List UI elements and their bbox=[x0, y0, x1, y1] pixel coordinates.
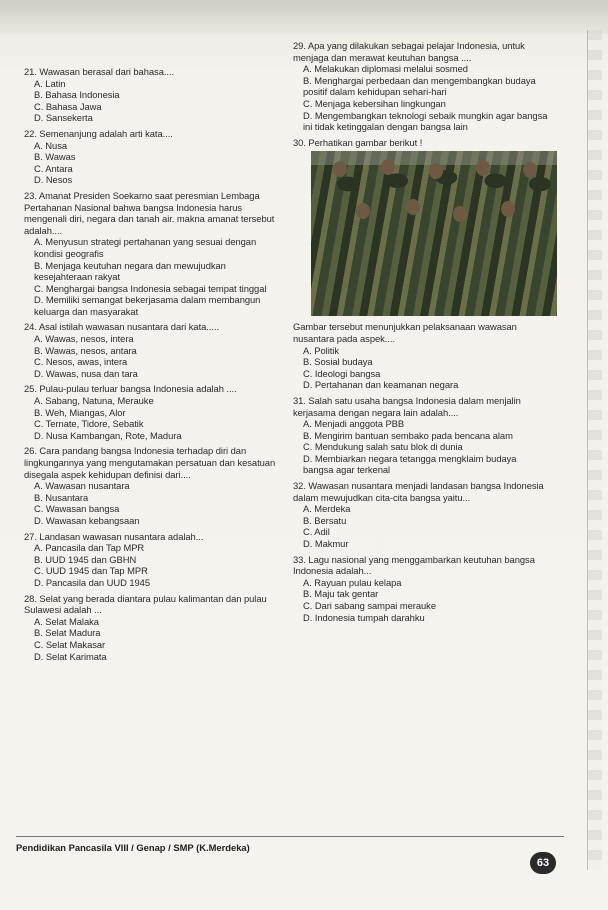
option-d: D. Nesos bbox=[34, 174, 73, 186]
option-b: B. Nusantara bbox=[34, 491, 89, 503]
option-a: A. Rayuan pulau kelapa bbox=[303, 576, 402, 588]
option-a: A. Politik bbox=[303, 344, 339, 356]
question-23 bbox=[24, 190, 279, 318]
option-b: B. Selat Madura bbox=[34, 627, 101, 639]
option-a: A. Nusa bbox=[34, 139, 67, 151]
option-d: D. Makmur bbox=[303, 538, 349, 550]
option-b: B. Sosial budaya bbox=[303, 356, 373, 368]
option-b: B. Bersatu bbox=[303, 514, 347, 526]
question-text: 25. Pulau-pulau terluar bangsa Indonesia adalah .... bbox=[24, 383, 237, 395]
binding-edge bbox=[587, 30, 602, 870]
question-text: 33. Lagu nasional yang menggambarkan keutuhan bangsa Indonesia adalah... bbox=[293, 553, 535, 577]
option-d: D. Pancasila dan UUD 1945 bbox=[34, 576, 151, 588]
option-c: C. Adil bbox=[303, 526, 330, 538]
question-text: 22. Semenanjung adalah arti kata.... bbox=[24, 127, 173, 139]
question-text: 29. Apa yang dilakukan sebagai pelajar Indonesia, untuk menjaga dan merawat keutuhan bangsa .... bbox=[293, 40, 525, 63]
question-28 bbox=[24, 593, 279, 663]
option-c: C. Menjaga kebersihan lingkungan bbox=[303, 97, 446, 109]
question-text: 21. Wawasan berasal dari bahasa.... bbox=[24, 66, 175, 77]
option-b: B. Mengirim bantuan sembako pada bencana alam bbox=[303, 429, 513, 441]
option-d: D. Indonesia tumpah darahku bbox=[303, 611, 425, 623]
option-a: A. Melakukan diplomasi melalui sosmed bbox=[303, 63, 468, 75]
option-b: B. Wawas bbox=[34, 151, 76, 163]
page-top-edge bbox=[0, 0, 608, 34]
option-d: D. Memiliki semangat bekerjasama dalam membangun keluarga dan masyarakat bbox=[34, 294, 261, 317]
option-d: D. Membiarkan negara tetangga mengklaim budaya bangsa agar terkenal bbox=[303, 452, 517, 476]
option-b: B. Wawas, nesos, antara bbox=[34, 344, 137, 356]
question-text: 28. Selat yang berada diantara pulau kalimantan dan pulau Sulawesi adalah ... bbox=[24, 592, 267, 616]
left-column bbox=[24, 66, 279, 663]
option-c: C. Antara bbox=[34, 162, 73, 174]
option-c: C. Menghargai bangsa Indonesia sebagai tempat tinggal bbox=[34, 282, 267, 294]
option-b: B. Weh, Miangas, Alor bbox=[34, 406, 126, 418]
question-text: 30. Perhatikan gambar berikut ! bbox=[293, 136, 423, 148]
question-29 bbox=[293, 40, 548, 133]
question-32 bbox=[293, 480, 548, 550]
question-21 bbox=[24, 66, 279, 124]
footer-divider bbox=[16, 836, 564, 837]
question-24 bbox=[24, 321, 279, 379]
option-a: A. Menyusun strategi pertahanan yang sesuai dengan kondisi geografis bbox=[34, 236, 257, 259]
option-c: C. Nesos, awas, intera bbox=[34, 356, 128, 368]
option-d: D. Wawasan kebangsaan bbox=[34, 514, 140, 526]
question-followup: Gambar tersebut menunjukkan pelaksanaan wawasan nusantara pada aspek.... bbox=[293, 321, 517, 344]
right-column bbox=[293, 40, 548, 624]
soldiers-photo bbox=[311, 151, 557, 316]
option-d: D. Wawas, nusa dan tara bbox=[34, 367, 138, 379]
option-a: A. Merdeka bbox=[303, 503, 351, 515]
question-text: 31. Salah satu usaha bangsa Indonesia dalam menjalin kerjasama dengan negara lain adalah.... bbox=[293, 394, 521, 418]
option-d: D. Nusa Kambangan, Rote, Madura bbox=[34, 429, 182, 441]
option-b: B. Menghargai perbedaan dan mengembangkan budaya positif dalam kehidupan sehari-hari bbox=[303, 74, 536, 98]
question-27 bbox=[24, 531, 279, 589]
question-text: 26. Cara pandang bangsa Indonesia terhadap diri dan lingkungannya yang mengutamakan persatuan dan kesatuan disegala aspek kehidupan definisi dari.... bbox=[24, 445, 276, 480]
option-b: B. Menjaga keutuhan negara dan mewujudkan kesejahteraan rakyat bbox=[34, 259, 226, 283]
option-c: C. Dari sabang sampai merauke bbox=[303, 600, 436, 611]
option-a: A. Sabang, Natuna, Merauke bbox=[34, 395, 154, 407]
page-number: 63 bbox=[530, 852, 556, 874]
option-c: C. UUD 1945 dan Tap MPR bbox=[34, 565, 148, 577]
question-text: 23. Amanat Presiden Soekarno saat peresmian Lembaga Pertahanan Nasional bahwa bangsa Indonesia harus mengenali diri, negara dan tanah air. makna amanat tersebut adalah.... bbox=[24, 189, 275, 236]
question-26 bbox=[24, 445, 279, 526]
option-a: A. Menjadi anggota PBB bbox=[303, 418, 405, 430]
question-25 bbox=[24, 383, 279, 441]
option-c: C. Mendukung salah satu blok di dunia bbox=[303, 441, 463, 453]
question-text: 32. Wawasan nusantara menjadi landasan bangsa Indonesia dalam mewujudkan cita-cita bangsa yaitu... bbox=[293, 480, 544, 503]
option-d: D. Sansekerta bbox=[34, 112, 93, 124]
option-c: C. Ideologi bangsa bbox=[303, 367, 381, 379]
question-31 bbox=[293, 395, 548, 476]
option-a: A. Latin bbox=[34, 77, 66, 89]
option-d: D. Selat Karimata bbox=[34, 650, 107, 662]
option-a: A. Wawas, nesos, intera bbox=[34, 333, 134, 345]
option-c: C. Selat Makasar bbox=[34, 638, 106, 650]
question-22 bbox=[24, 128, 279, 186]
question-text: 27. Landasan wawasan nusantara adalah... bbox=[24, 530, 204, 542]
option-a: A. Pancasila dan Tap MPR bbox=[34, 542, 145, 554]
option-d: D. Pertahanan dan keamanan negara bbox=[303, 379, 459, 391]
option-d: D. Mengembangkan teknologi sebaik mungkin agar bangsa ini tidak ketinggalan dengan bangsa lain bbox=[303, 109, 548, 133]
option-b: B. Maju tak gentar bbox=[303, 588, 379, 600]
question-33 bbox=[293, 554, 548, 624]
option-a: A. Selat Malaka bbox=[34, 615, 99, 627]
option-c: C. Wawasan bangsa bbox=[34, 503, 120, 515]
option-a: A. Wawasan nusantara bbox=[34, 480, 130, 492]
question-text: 24. Asal istilah wawasan nusantara dari kata..... bbox=[24, 321, 220, 333]
option-c: C. Bahasa Jawa bbox=[34, 100, 102, 112]
option-b: B. UUD 1945 dan GBHN bbox=[34, 553, 137, 565]
book-footer: Pendidikan Pancasila VIII / Genap / SMP (K.Merdeka) bbox=[16, 842, 250, 853]
option-c: C. Ternate, Tidore, Sebatik bbox=[34, 418, 144, 430]
option-b: B. Bahasa Indonesia bbox=[34, 89, 120, 101]
question-30 bbox=[293, 137, 548, 391]
